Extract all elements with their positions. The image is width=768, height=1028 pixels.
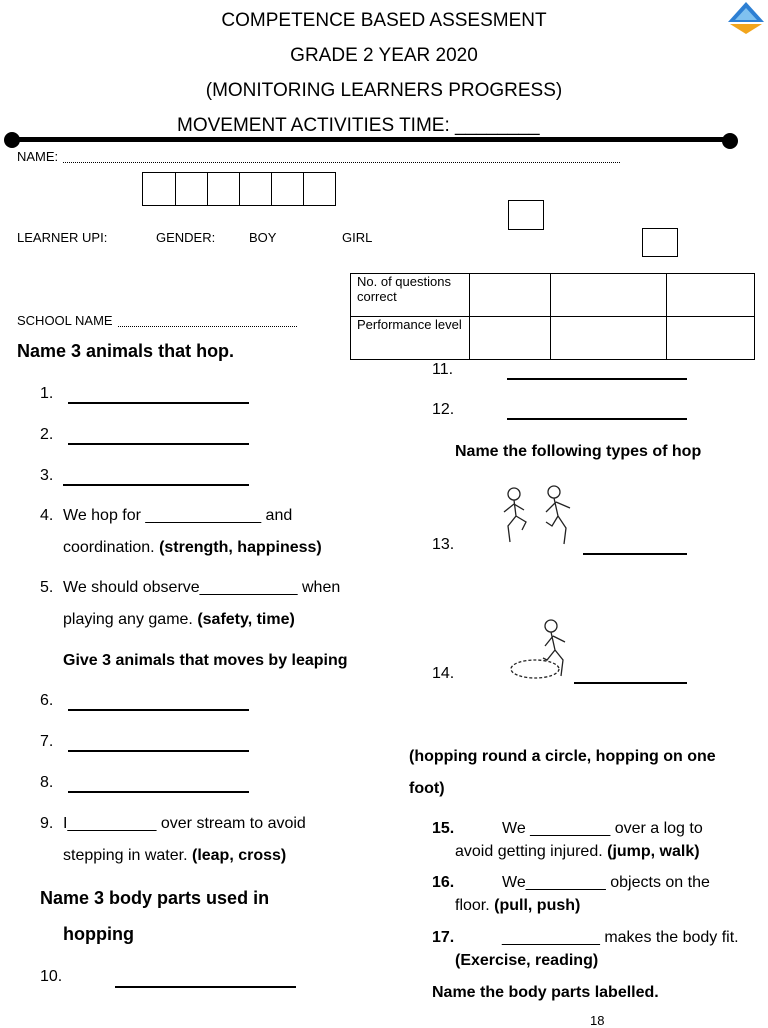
q4-text: We hop for _____________ and — [63, 507, 293, 524]
q11-answer-line[interactable] — [507, 378, 687, 380]
q15-text-cont: avoid getting injured. (jump, walk) — [455, 843, 700, 860]
q10-answer-line[interactable] — [115, 986, 296, 988]
performance-table — [350, 273, 755, 360]
q6-answer-line[interactable] — [68, 709, 249, 711]
name-field[interactable] — [63, 162, 620, 163]
q15-number: 15. — [432, 820, 455, 837]
q4-options: (strength, happiness) — [159, 539, 322, 556]
q4-text-cont: coordination. (strength, happiness) — [63, 539, 322, 556]
q1-number: 1. — [40, 385, 54, 402]
q5-text: We should observe___________ when — [63, 579, 341, 596]
divider-left-dot — [4, 132, 20, 148]
triangle-logo-icon — [724, 0, 768, 36]
table-row-label: No. of questions correct — [351, 274, 470, 317]
divider-right-dot — [722, 133, 738, 149]
q17-number: 17. — [432, 929, 455, 946]
table-row-label: Performance level — [351, 317, 470, 360]
q16-options: (pull, push) — [494, 897, 581, 914]
table-cell[interactable] — [551, 317, 667, 360]
school-label: SCHOOL NAME — [17, 313, 113, 328]
q13-number: 13. — [432, 536, 455, 553]
name-label: NAME: — [17, 149, 59, 164]
section-leaping: Give 3 animals that moves by leaping — [63, 652, 348, 669]
boy-checkbox[interactable] — [508, 200, 544, 230]
girl-label: GIRL — [342, 230, 373, 245]
q15-text: We _________ over a log to — [502, 820, 703, 837]
q8-number: 8. — [40, 774, 54, 791]
q13-answer-line[interactable] — [583, 553, 687, 555]
gender-label: GENDER: — [156, 230, 216, 245]
hopping-one-foot-picture — [500, 482, 590, 552]
q5-options: (safety, time) — [197, 611, 295, 628]
school-field[interactable] — [118, 326, 297, 327]
title-grade: GRADE 2 YEAR 2020 — [290, 45, 478, 66]
q3-number: 3. — [40, 467, 54, 484]
boy-label: BOY — [249, 230, 277, 245]
q10-number: 10. — [40, 968, 63, 985]
q11-number: 11. — [432, 361, 454, 378]
hopping-round-circle-picture — [505, 614, 585, 686]
q3-answer-line[interactable] — [63, 484, 249, 486]
title-monitoring: (MONITORING LEARNERS PROGRESS) — [205, 80, 563, 101]
hop-options-cont: foot) — [409, 780, 445, 797]
q9-number: 9. — [40, 815, 54, 832]
subject-time: MOVEMENT ACTIVITIES TIME: ________ — [177, 115, 540, 136]
table-cell[interactable] — [470, 317, 551, 360]
q8-answer-line[interactable] — [68, 791, 249, 793]
table-cell[interactable] — [551, 274, 667, 317]
q9-text-cont: stepping in water. (leap, cross) — [63, 847, 287, 864]
q6-number: 6. — [40, 692, 54, 709]
q5-number: 5. — [40, 579, 54, 596]
q9-options: (leap, cross) — [191, 847, 287, 864]
table-cell[interactable] — [470, 274, 551, 317]
q17-text: ___________ makes the body fit. — [502, 929, 739, 946]
q4-number: 4. — [40, 507, 54, 524]
table-cell[interactable] — [667, 317, 755, 360]
q7-answer-line[interactable] — [68, 750, 249, 752]
section-types-of-hop: Name the following types of hop — [455, 443, 702, 460]
q16-text-cont: floor. (pull, push) — [455, 897, 581, 914]
section-animals-hop: Name 3 animals that hop. — [17, 341, 235, 361]
q2-number: 2. — [40, 426, 54, 443]
hop-options: (hopping round a circle, hopping on one — [409, 748, 716, 765]
page-number: 18 — [590, 1013, 605, 1028]
q2-answer-line[interactable] — [68, 443, 249, 445]
table-cell[interactable] — [667, 274, 755, 317]
girl-checkbox[interactable] — [642, 228, 678, 257]
q7-number: 7. — [40, 733, 54, 750]
q17-options: (Exercise, reading) — [455, 952, 599, 969]
title-assessment: COMPETENCE BASED ASSESMENT — [221, 10, 547, 31]
q14-answer-line[interactable] — [574, 682, 687, 684]
q16-text: We_________ objects on the — [502, 874, 710, 891]
q15-options: (jump, walk) — [607, 843, 700, 860]
q12-number: 12. — [432, 401, 455, 418]
section-body-parts: Name 3 body parts used in — [40, 888, 270, 908]
header-divider — [12, 137, 732, 142]
upi-boxes — [142, 172, 336, 206]
section-body-parts-labelled: Name the body parts labelled. — [432, 984, 659, 1001]
q14-number: 14. — [432, 665, 455, 682]
q16-number: 16. — [432, 874, 455, 891]
q5-text-cont: playing any game. (safety, time) — [63, 611, 295, 628]
q1-answer-line[interactable] — [68, 402, 249, 404]
upi-label: LEARNER UPI: — [17, 230, 108, 245]
section-body-parts-cont: hopping — [63, 924, 134, 944]
q9-text: I__________ over stream to avoid — [63, 815, 306, 832]
q12-answer-line[interactable] — [507, 418, 687, 420]
